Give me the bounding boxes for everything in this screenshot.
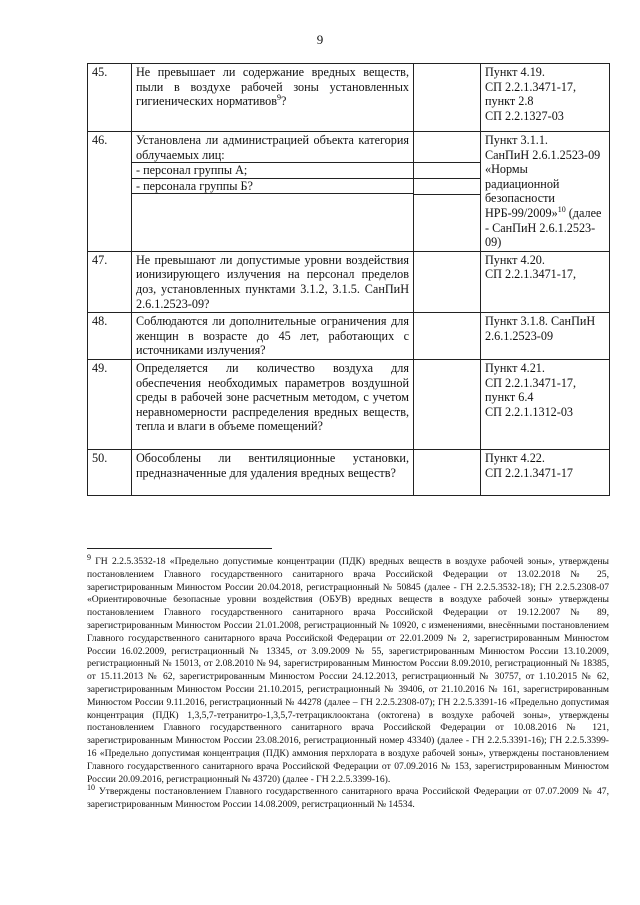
checklist-table (87, 63, 610, 496)
row-number: 46. (88, 132, 132, 252)
reference-line: Пункт 3.1.1. (485, 133, 548, 147)
question-text (132, 132, 414, 252)
answer-split-top (414, 132, 480, 162)
row-number: 48. (88, 313, 132, 360)
answer-split-mid (414, 162, 480, 178)
reference-line: пункт 6.4 (485, 390, 534, 405)
reference-line: СП 2.2.1327-03 (485, 108, 564, 123)
reference-line: Пункт 4.22. (485, 450, 545, 465)
footnote-separator (87, 548, 272, 549)
footnote-mark: 10 (87, 783, 95, 793)
subitem-group-b: - персонала группы Б? (132, 178, 413, 195)
footnote-ref: 10 (557, 204, 566, 214)
reference-line: СП 2.2.1.3471-17, (485, 79, 577, 94)
footnote-text: Утверждены постановлением Главного государственного санитарного врача Российской Федерации от 07.07.2009 № 47, зарегистрированным Минюстом России 14.08.2009, регистрационный № 14534. (87, 786, 609, 811)
question-text: Обособлены ли вентиляционные установки, предназначенные для удаления вредных веществ? (132, 449, 414, 495)
reference-line: СП 2.2.1.3471-17, (485, 267, 577, 282)
subitem-group-a: - персонал группы А; (132, 162, 413, 178)
footnote (87, 552, 609, 786)
question-end: ? (280, 94, 287, 109)
reference-line: (далее - СанПиН 2.6.1.2523-09) (485, 205, 602, 250)
table-row (88, 64, 610, 132)
reference-line: Пункт 4.21. (485, 360, 545, 375)
reference-line: Пункт 4.20. (485, 252, 545, 267)
reference-cell (481, 359, 610, 449)
reference-line: СанПиН 2.6.1.2523-09 (485, 147, 601, 162)
answer-cell (414, 132, 481, 252)
footnote-text: ГН 2.2.5.3532-18 «Предельно допустимые концентрации (ПДК) вредных веществ в воздухе рабочей зоны», утверждены постановлением Главного государственного санитарного врача Российской Федерации от 13.02.2018 № 25, зарегистрированным Минюстом России 20.04.2018, регистрационный № 50845 (далее - ГН 2.2.5.3532-18); ГН 2.2.5.2308-07 «Ориентировочные безопасные уровни воздействия (ОБУВ) вредных веществ в воздухе рабочей зоны» утверждены постановлением Главного государственного санитарного врача Российской Федерации от 19.12.2007 № 89, зарегистрированным Минюстом России 21.01.2008, регистрационный № 10920, с изменениями, внесёнными постановлением Главного государственного санитарного врача Российской Федерации от 22.01.2009 № 2, зарегистрированным Минюстом России 16.02.2009, регистрационный № 13345, от 3.09.2009 № 55, зарегистрированным Минюстом России 13.10.2009, регистрационный № 15013, от 2.08.2010 № 94, зарегистрированным Минюстом России 8.09.2010, регистрационный № 18385, от 15.11.2013 № 62, зарегистрированным Минюстом России 24.12.2013, регистрационный № 30757, от 1.10.2015 № 62, зарегистрированным Минюстом России 21.10.2015, регистрационный № 39406, от 21.10.2016 № 161, зарегистрированным Минюстом России 9.11.2016, регистрационный № 44278 (далее – ГН 2.2.5.2308-07); ГН 2.2.5.3391-16 «Предельно допустимая концентрация (ПДК) 1,3,5,7-тетранитро-1,3,5,7-тетрациклооктана (октогена) в воздухе рабочей зоны», утверждены постановлением Главного государственного санитарного врача Российской Федерации от 10.08.2016 № 121, зарегистрированным Минюстом России 23.08.2016, регистрационный номер 43340) (далее - ГН 2.2.5.3391-16); ГН 2.2.5.3399-16 «Предельно допустимая концентрация (ПДК) аммония перхлората в воздухе рабочей зоны», утверждены постановлением Главного государственного санитарного врача Российской Федерации от 07.09.2016 № 153, зарегистрированным Минюстом России 20.09.2016, регистрационный № 43720) (далее - ГН 2.2.5.3399-16). (87, 556, 609, 785)
table-row (88, 132, 610, 252)
page-number: 9 (316, 32, 324, 47)
reference-cell (481, 132, 610, 252)
question-text (132, 64, 414, 132)
reference-line: «Нормы радиационной безопасности НРБ-99/2009» (485, 162, 560, 220)
row-number: 49. (88, 359, 132, 449)
reference-line: пункт 2.8 (485, 94, 534, 109)
question-text: Не превышают ли допустимые уровни воздействия ионизирующего излучения на персонал пределов доз, установленных пунктами 3.1.2, 3.1.5. СанПиН 2.6.1.2523-09? (132, 251, 414, 312)
table-row (88, 449, 610, 495)
reference-cell (481, 449, 610, 495)
reference-cell (481, 313, 610, 360)
footnotes (87, 552, 609, 812)
question-main: Не превышает ли содержание вредных веществ, пыли в воздухе рабочей зоны установленных гигиенических нормативов (136, 65, 409, 109)
footnote-ref: 9 (276, 93, 281, 103)
row-number: 45. (88, 64, 132, 132)
question-text: Определяется ли количество воздуха для обеспечения необходимых параметров воздушной среды в рабочей зоне расчетным методом, с учетом неравномерности распределения вредных веществ, тепла и влаги в объеме помещений? (132, 359, 414, 449)
reference-line: Пункт 3.1.8. СанПиН 2.6.1.2523-09 (485, 314, 596, 343)
reference-line: СП 2.2.1.1312-03 (485, 404, 574, 419)
reference-cell (481, 64, 610, 132)
answer-cell (414, 313, 481, 360)
answer-cell (414, 64, 481, 132)
reference-line: Пункт 4.19. (485, 65, 545, 79)
answer-split-bottom (414, 178, 480, 195)
table-row (88, 251, 610, 312)
reference-cell (481, 251, 610, 312)
answer-cell (414, 449, 481, 495)
row-number: 47. (88, 251, 132, 312)
row-number: 50. (88, 449, 132, 495)
table-row (88, 313, 610, 360)
answer-cell (414, 251, 481, 312)
footnote (87, 783, 609, 812)
question-main: Установлена ли администрацией объекта категория облучаемых лиц: (136, 133, 409, 162)
answer-cell (414, 359, 481, 449)
question-text: Соблюдаются ли дополнительные ограничения для женщин в возрасте до 45 лет, работающих с источниками излучения? (132, 313, 414, 360)
footnote-mark: 9 (87, 552, 91, 562)
reference-line: СП 2.2.1.3471-17, (485, 375, 577, 390)
reference-line: СП 2.2.1.3471-17 (485, 465, 574, 480)
table-row (88, 359, 610, 449)
